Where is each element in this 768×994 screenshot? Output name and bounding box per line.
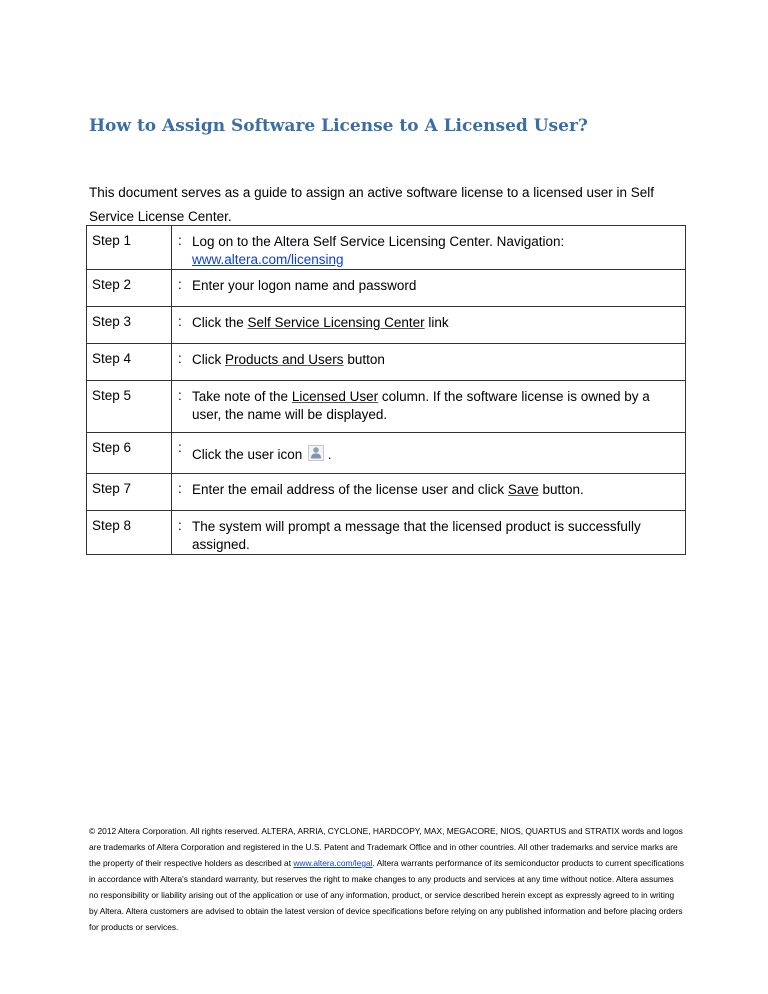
step-row-4 [87, 344, 686, 381]
products-and-users-ref: Products and Users [225, 352, 344, 367]
step-text-part: Click the [192, 315, 248, 330]
step-colon: : [172, 474, 187, 511]
step-text-part: Take note of the [192, 389, 292, 404]
step-colon: : [172, 381, 187, 433]
user-icon [308, 445, 324, 461]
step-colon: : [172, 226, 187, 270]
step-text-part: button [343, 352, 385, 367]
step-colon: : [172, 511, 187, 555]
step-text-part: button. [538, 482, 584, 497]
step-label: Step 2 [87, 270, 172, 307]
step-row-8 [87, 511, 686, 555]
footer-text: . Altera warrants performance of its semiconductor products to current specifications in accordance with Altera's standard warranty, but reserves the right to make changes to any products and services at any time without notice. Altera assumes no responsibility or liability arising out of the application or use of any information, product, or service described herein except as expressly agreed to in writing by Altera. Altera customers are advised to obtain the latest version of device specifications before relying on any published information and before placing orders for products or services. [89, 858, 684, 932]
steps-table [86, 225, 686, 555]
step-text [186, 433, 686, 474]
licensed-user-ref: Licensed User [291, 389, 379, 404]
step-colon: : [172, 344, 187, 381]
copyright-footer [89, 823, 685, 935]
step-label: Step 8 [87, 511, 172, 555]
step-row-1 [87, 226, 686, 270]
self-service-licensing-center-ref: Self Service Licensing Center [247, 315, 425, 330]
step-row-6 [87, 433, 686, 474]
step-row-5 [87, 381, 686, 433]
step-label: Step 4 [87, 344, 172, 381]
step-colon: : [172, 270, 187, 307]
step-label: Step 6 [87, 433, 172, 474]
step-label: Step 5 [87, 381, 172, 433]
step-label: Step 3 [87, 307, 172, 344]
step-text [186, 307, 686, 344]
step-text-part: Click [192, 352, 225, 367]
step-text-part: Enter the email address of the license user and click [192, 482, 508, 497]
step-label: Step 7 [87, 474, 172, 511]
step-text [186, 344, 686, 381]
legal-link[interactable]: www.altera.com/legal [293, 858, 373, 868]
step-text [186, 474, 686, 511]
step-text: Enter your logon name and password [186, 270, 686, 307]
step-colon: : [172, 433, 187, 474]
intro-paragraph: This document serves as a guide to assign an active software license to a licensed user in Self Service License Center. [89, 185, 655, 224]
step-row-2 [87, 270, 686, 307]
step-text-part: column. If the software license is owned by a user, the name will be displayed. [192, 389, 650, 422]
step-text-part: link [424, 315, 449, 330]
save-ref: Save [507, 482, 539, 497]
step-text [186, 226, 686, 270]
document-title: How to Assign Software License to A Licensed User? [89, 116, 588, 136]
step-text: The system will prompt a message that the licensed product is successfully assigned. [186, 511, 686, 555]
step-label: Step 1 [87, 226, 172, 270]
licensing-link[interactable]: www.altera.com/licensing [192, 252, 344, 267]
step-row-3 [87, 307, 686, 344]
step-text-part: Log on to the Altera Self Service Licensing Center. Navigation: [192, 234, 565, 249]
step-row-7 [87, 474, 686, 511]
step-text-part: . [324, 447, 332, 462]
step-colon: : [172, 307, 187, 344]
step-text [186, 381, 686, 433]
footer-text: © 2012 Altera Corporation. All rights reserved. ALTERA, ARRIA, CYCLONE, HARDCOPY, MAX, MEGACORE, NIOS, QUARTUS and STRATIX words and logos are trademarks of Altera Corporation and registered in the U.S. Patent and Trademark Office and in other countries. All other trademarks and service marks are the property of their respective holders as described at [89, 826, 683, 868]
step-text-part: Click the user icon [192, 447, 307, 462]
